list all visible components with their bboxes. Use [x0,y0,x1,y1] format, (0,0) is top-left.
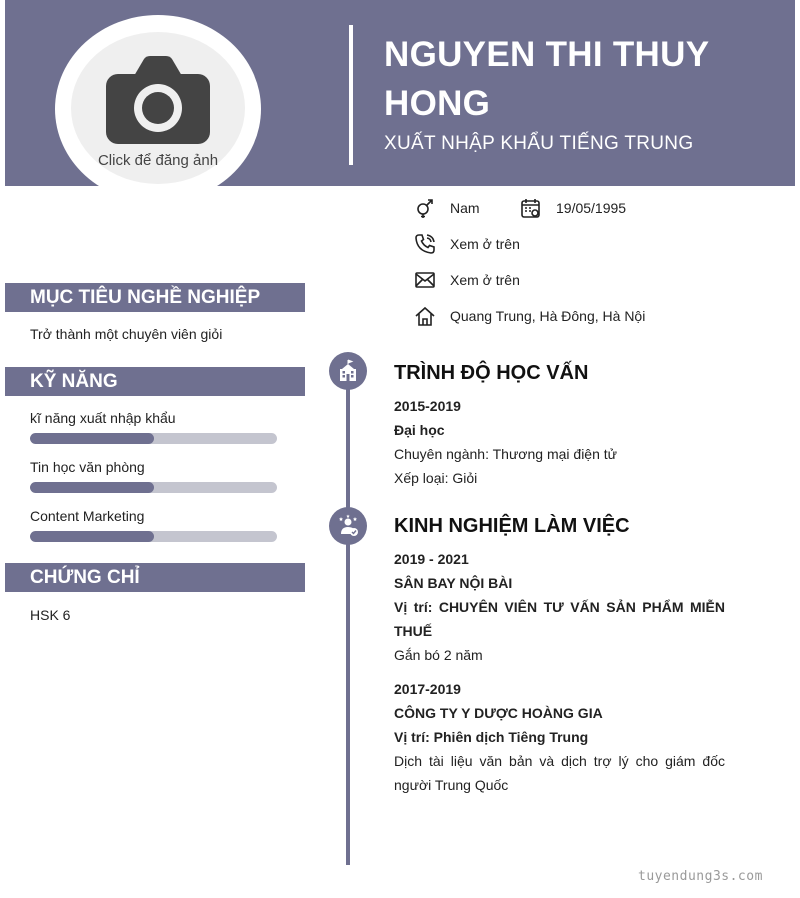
skill-bar-fill [30,482,154,493]
camera-icon[interactable] [106,56,210,144]
photo-upload-label[interactable]: Click để đăng ảnh [97,152,219,169]
education-icon [329,352,367,390]
experience-title: KINH NGHIỆM LÀM VIỆC [394,515,630,537]
home-icon [414,305,436,327]
timeline-line [346,372,350,865]
job-description-cont: người Trung Quốc [394,777,509,793]
skill-bar [30,433,277,444]
job-position: Vị trí: Phiên dịch Tiêng Trung [394,729,589,745]
objective-text: Trở thành một chuyên viên giỏi [30,326,223,342]
certificate-item: HSK 6 [30,607,71,623]
skill-name: Content Marketing [30,508,145,524]
contact-birthdate [520,197,626,219]
gender-value: Nam [450,200,480,216]
skill-name: kĩ năng xuất nhập khẩu [30,410,176,426]
phone-value: Xem ở trên [450,236,520,252]
watermark: tuyendung3s.com [638,869,763,884]
skills-title: KỸ NĂNG [5,367,305,396]
skill-bar-fill [30,531,154,542]
certificates-title: CHỨNG CHỈ [5,563,305,592]
skill-bar [30,482,277,493]
education-major: Chuyên ngành: Thương mại điện tử [394,446,618,462]
calendar-icon [520,197,542,219]
job-period: 2017-2019 [394,681,461,697]
address-value: Quang Trung, Hà Đông, Hà Nội [450,308,646,324]
email-value: Xem ở trên [450,272,520,288]
job-title: XUẤT NHẬP KHẨU TIẾNG TRUNG [384,133,694,154]
email-icon [414,269,436,291]
job-position: Vị trí: CHUYÊN VIÊN TƯ VẤN SẢN PHẨM MIỄN [394,599,725,615]
skill-bar-fill [30,433,154,444]
objective-title: MỤC TIÊU NGHỀ NGHIỆP [5,283,305,312]
birthdate-value: 19/05/1995 [556,200,627,216]
candidate-name: NGUYEN THI THUY HONG [384,35,709,123]
contact-phone [414,233,520,255]
job-period: 2019 - 2021 [394,551,469,567]
skill-name: Tin học văn phòng [30,459,145,475]
education-title: TRÌNH ĐỘ HỌC VẤN [394,362,589,384]
job-position-cont: THUẾ [394,623,433,639]
contact-email [414,269,520,291]
job-company: CÔNG TY Y DƯỢC HOÀNG GIA [394,705,603,721]
job-company: SÂN BAY NỘI BÀI [394,575,513,591]
contact-address [414,305,645,327]
phone-icon [414,233,436,255]
skill-bar [30,531,277,542]
contact-gender [414,197,480,219]
experience-icon [329,507,367,545]
education-grade: Xếp loại: Giỏi [394,470,478,486]
job-description: Gắn bó 2 năm [394,647,483,663]
education-period: 2015-2019 [394,398,461,414]
job-description: Dịch tài liệu văn bản và dịch trợ lý cho giám đốc [394,753,725,769]
header-divider [349,25,353,165]
education-degree: Đại học [394,422,445,438]
gender-icon [414,197,436,219]
